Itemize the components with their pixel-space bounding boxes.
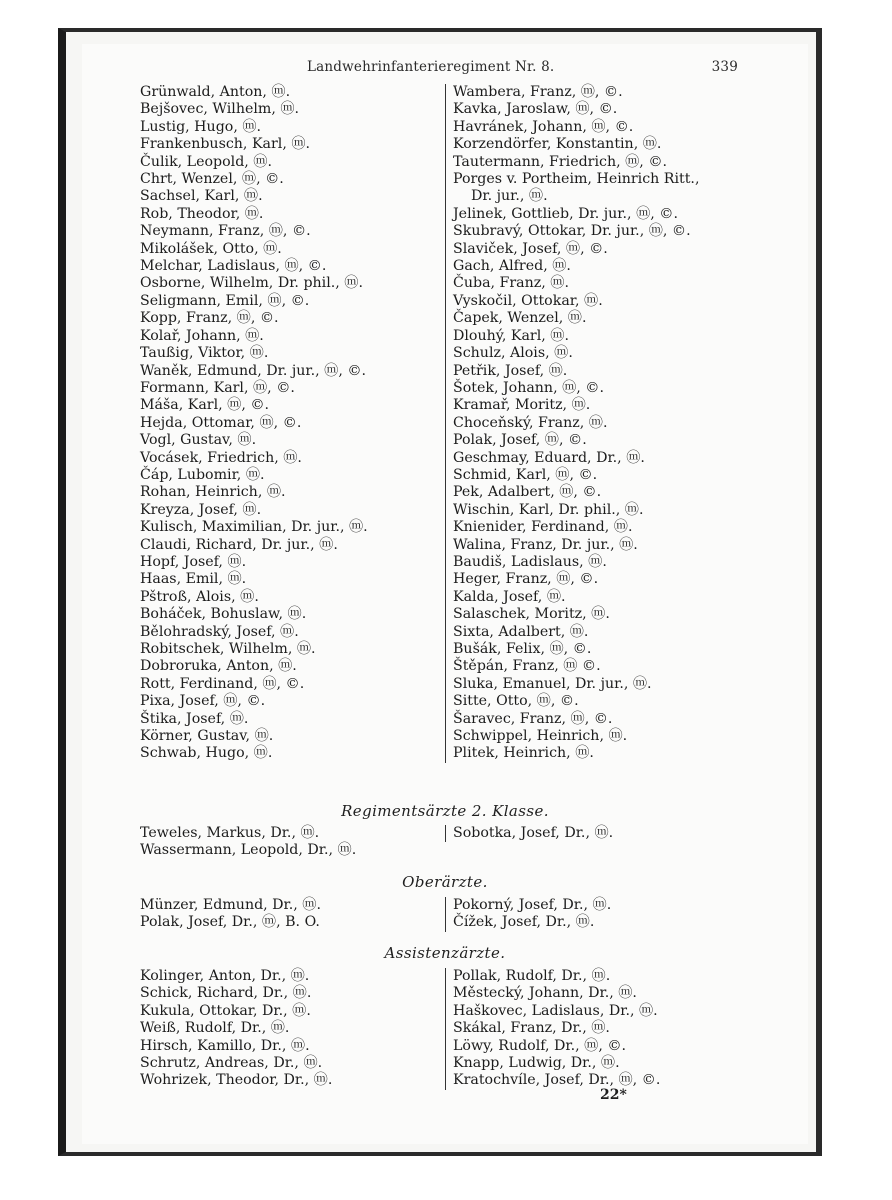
list-item: Tautermann, Friedrich, ⓜ, ©. bbox=[453, 153, 668, 170]
list-item: Šaravec, Franz, ⓜ, ©. bbox=[453, 710, 613, 727]
list-item: Máša, Karl, ⓜ, ©. bbox=[140, 397, 270, 414]
list-item: Sitte, Otto, ⓜ, ©. bbox=[453, 693, 579, 710]
scanned-page-frame bbox=[58, 28, 822, 1156]
list-item: Wambera, Franz, ⓜ, ©. bbox=[453, 84, 623, 100]
list-item: Lustig, Hugo, ⓜ. bbox=[140, 118, 262, 135]
officer-list-right-column bbox=[445, 84, 753, 763]
list-item: Hirsch, Kamillo, Dr., ⓜ. bbox=[140, 1037, 310, 1054]
list-item: Kratochvíle, Josef, Dr., ⓜ, ©. bbox=[453, 1072, 661, 1089]
list-item: Teweles, Markus, Dr., ⓜ. bbox=[140, 825, 320, 841]
list-item: Formann, Karl, ⓜ, ©. bbox=[140, 379, 295, 396]
list-item: Kopp, Franz, ⓜ, ©. bbox=[140, 310, 279, 327]
section-right-column bbox=[445, 897, 753, 932]
list-item: Robitschek, Wilhelm, ⓜ. bbox=[140, 641, 316, 657]
list-item: Sachsel, Karl, ⓜ. bbox=[140, 188, 263, 205]
running-title: Landwehrinfanterieregiment Nr. 8. bbox=[307, 59, 555, 75]
list-item: Sixta, Adalbert, ⓜ. bbox=[453, 623, 589, 640]
list-item: Neymann, Franz, ⓜ, ©. bbox=[140, 223, 311, 240]
list-item: Mikolášek, Otto, ⓜ. bbox=[140, 240, 282, 257]
list-item: Petřik, Josef, ⓜ. bbox=[453, 362, 568, 379]
list-item: Grünwald, Anton, ⓜ. bbox=[140, 84, 291, 100]
list-item: Haas, Emil, ⓜ. bbox=[140, 571, 247, 588]
list-item: Jelinek, Gottlieb, Dr. jur., ⓜ, ©. bbox=[453, 205, 678, 222]
section-right-column bbox=[445, 968, 753, 1090]
list-item: Schick, Richard, Dr., ⓜ. bbox=[140, 985, 312, 1002]
list-item: Taußig, Viktor, ⓜ. bbox=[140, 345, 269, 362]
list-item: Rott, Ferdinand, ⓜ, ©. bbox=[140, 675, 305, 692]
list-item: Körner, Gustav, ⓜ. bbox=[140, 728, 274, 745]
list-item: Dr. jur., ⓜ. bbox=[471, 188, 548, 205]
list-item: Hopf, Josef, ⓜ. bbox=[140, 553, 247, 570]
list-item: Baudiš, Ladislaus, ⓜ. bbox=[453, 553, 607, 570]
officer-list-left-column bbox=[140, 84, 440, 763]
section-left-column bbox=[140, 897, 440, 932]
list-item: Sluka, Emanuel, Dr. jur., ⓜ. bbox=[453, 675, 652, 692]
list-item: Münzer, Edmund, Dr., ⓜ. bbox=[140, 897, 322, 913]
list-item: Chrt, Wenzel, ⓜ, ©. bbox=[140, 171, 284, 188]
list-item: Kulisch, Maximilian, Dr. jur., ⓜ. bbox=[140, 519, 368, 536]
list-item: Claudi, Richard, Dr. jur., ⓜ. bbox=[140, 536, 338, 553]
list-item: Čuba, Franz, ⓜ. bbox=[453, 275, 569, 292]
list-item: Geschmay, Eduard, Dr., ⓜ. bbox=[453, 449, 645, 466]
signature-mark: 22* bbox=[600, 1087, 627, 1103]
section-left-column bbox=[140, 825, 440, 860]
list-item: Walina, Franz, Dr. jur., ⓜ. bbox=[453, 536, 638, 553]
section-left-column bbox=[140, 968, 440, 1090]
list-item: Haškovec, Ladislaus, Dr., ⓜ. bbox=[453, 1002, 658, 1019]
list-item: Wohrizek, Theodor, Dr., ⓜ. bbox=[140, 1072, 333, 1089]
list-item: Pštroß, Alois, ⓜ. bbox=[140, 588, 259, 605]
list-item: Bejšovec, Wilhelm, ⓜ. bbox=[140, 101, 300, 118]
list-item: Rohan, Heinrich, ⓜ. bbox=[140, 484, 286, 501]
list-item: Skákal, Franz, Dr., ⓜ. bbox=[453, 1020, 610, 1037]
list-item: Hejda, Ottomar, ⓜ, ©. bbox=[140, 414, 302, 431]
list-item: Štěpán, Franz, ⓜ ©. bbox=[453, 658, 601, 675]
list-item: Schwippel, Heinrich, ⓜ. bbox=[453, 728, 628, 745]
list-item: Šotek, Johann, ⓜ, ©. bbox=[453, 379, 604, 396]
list-item: Skubravý, Ottokar, Dr. jur., ⓜ, ©. bbox=[453, 223, 691, 240]
list-item: Wischin, Karl, Dr. phil., ⓜ. bbox=[453, 501, 644, 518]
list-item: Štika, Josef, ⓜ. bbox=[140, 710, 249, 727]
list-item: Knapp, Ludwig, Dr., ⓜ. bbox=[453, 1055, 620, 1072]
section-heading-assistenzaerzte: Assistenzärzte. bbox=[384, 944, 506, 962]
list-item: Čáp, Lubomir, ⓜ. bbox=[140, 466, 265, 483]
list-item: Dobroruka, Anton, ⓜ. bbox=[140, 658, 297, 675]
section-heading-regimentsaerzte: Regimentsärzte 2. Klasse. bbox=[341, 802, 549, 820]
list-item: Bušák, Felix, ⓜ, ©. bbox=[453, 641, 592, 657]
list-item: Kalda, Josef, ⓜ. bbox=[453, 588, 566, 605]
list-item: Schmid, Karl, ⓜ, ©. bbox=[453, 466, 598, 483]
section-right-column bbox=[445, 825, 753, 842]
list-item: Kreyza, Josef, ⓜ. bbox=[140, 501, 262, 518]
list-item: Čulik, Leopold, ⓜ. bbox=[140, 153, 273, 170]
list-item: Dlouhý, Karl, ⓜ. bbox=[453, 327, 569, 344]
list-item: Heger, Franz, ⓜ, ©. bbox=[453, 571, 599, 588]
list-item: Čížek, Josef, Dr., ⓜ. bbox=[453, 914, 595, 931]
list-item: Sobotka, Josef, Dr., ⓜ. bbox=[453, 825, 614, 841]
list-item: Löwy, Rudolf, Dr., ⓜ, ©. bbox=[453, 1037, 627, 1054]
list-item: Polak, Josef, Dr., ⓜ, B. O. bbox=[140, 914, 320, 931]
document-page bbox=[82, 44, 808, 1144]
list-item: Kolinger, Anton, Dr., ⓜ. bbox=[140, 968, 310, 984]
list-item: Melchar, Ladislaus, ⓜ, ©. bbox=[140, 258, 327, 275]
list-item: Vogl, Gustav, ⓜ. bbox=[140, 432, 257, 449]
list-item: Havránek, Johann, ⓜ, ©. bbox=[453, 118, 634, 135]
list-item: Osborne, Wilhelm, Dr. phil., ⓜ. bbox=[140, 275, 363, 292]
list-item: Porges v. Portheim, Heinrich Ritt., bbox=[453, 171, 700, 188]
list-item: Kavka, Jaroslaw, ⓜ, ©. bbox=[453, 101, 618, 118]
list-item: Rob, Theodor, ⓜ. bbox=[140, 205, 264, 222]
list-item: Plitek, Heinrich, ⓜ. bbox=[453, 745, 594, 762]
list-item: Boháček, Bohuslaw, ⓜ. bbox=[140, 606, 307, 623]
list-item: Vyskočil, Ottokar, ⓜ. bbox=[453, 292, 603, 309]
list-item: Kolař, Johann, ⓜ. bbox=[140, 327, 264, 344]
list-item: Wassermann, Leopold, Dr., ⓜ. bbox=[140, 842, 357, 859]
list-item: Seligmann, Emil, ⓜ, ©. bbox=[140, 292, 310, 309]
page-number: 339 bbox=[711, 59, 738, 75]
list-item: Slaviček, Josef, ⓜ, ©. bbox=[453, 240, 608, 257]
list-item: Salaschek, Moritz, ⓜ. bbox=[453, 606, 610, 623]
list-item: Polak, Josef, ⓜ, ©. bbox=[453, 432, 587, 449]
list-item: Gach, Alfred, ⓜ. bbox=[453, 258, 571, 275]
list-item: Pollak, Rudolf, Dr., ⓜ. bbox=[453, 968, 611, 984]
list-item: Waněk, Edmund, Dr. jur., ⓜ, ©. bbox=[140, 362, 367, 379]
list-item: Frankenbusch, Karl, ⓜ. bbox=[140, 136, 311, 153]
list-item: Schwab, Hugo, ⓜ. bbox=[140, 745, 273, 762]
list-item: Bělohradský, Josef, ⓜ. bbox=[140, 623, 299, 640]
list-item: Městecký, Johann, Dr., ⓜ. bbox=[453, 985, 637, 1002]
list-item: Schrutz, Andreas, Dr., ⓜ. bbox=[140, 1055, 323, 1072]
list-item: Pixa, Josef, ⓜ, ©. bbox=[140, 693, 266, 710]
list-item: Čapek, Wenzel, ⓜ. bbox=[453, 310, 587, 327]
list-item: Knienider, Ferdinand, ⓜ. bbox=[453, 519, 633, 536]
list-item: Schulz, Alois, ⓜ. bbox=[453, 345, 573, 362]
list-item: Choceňský, Franz, ⓜ. bbox=[453, 414, 608, 431]
list-item: Kramař, Moritz, ⓜ. bbox=[453, 397, 591, 414]
section-heading-oberaerzte: Oberärzte. bbox=[402, 873, 488, 891]
list-item: Vocásek, Friedrich, ⓜ. bbox=[140, 449, 302, 466]
list-item: Pek, Adalbert, ⓜ, ©. bbox=[453, 484, 602, 501]
list-item: Weiß, Rudolf, Dr., ⓜ. bbox=[140, 1020, 290, 1037]
list-item: Kukula, Ottokar, Dr., ⓜ. bbox=[140, 1002, 311, 1019]
list-item: Korzendörfer, Konstantin, ⓜ. bbox=[453, 136, 662, 153]
list-item: Pokorný, Josef, Dr., ⓜ. bbox=[453, 897, 612, 913]
